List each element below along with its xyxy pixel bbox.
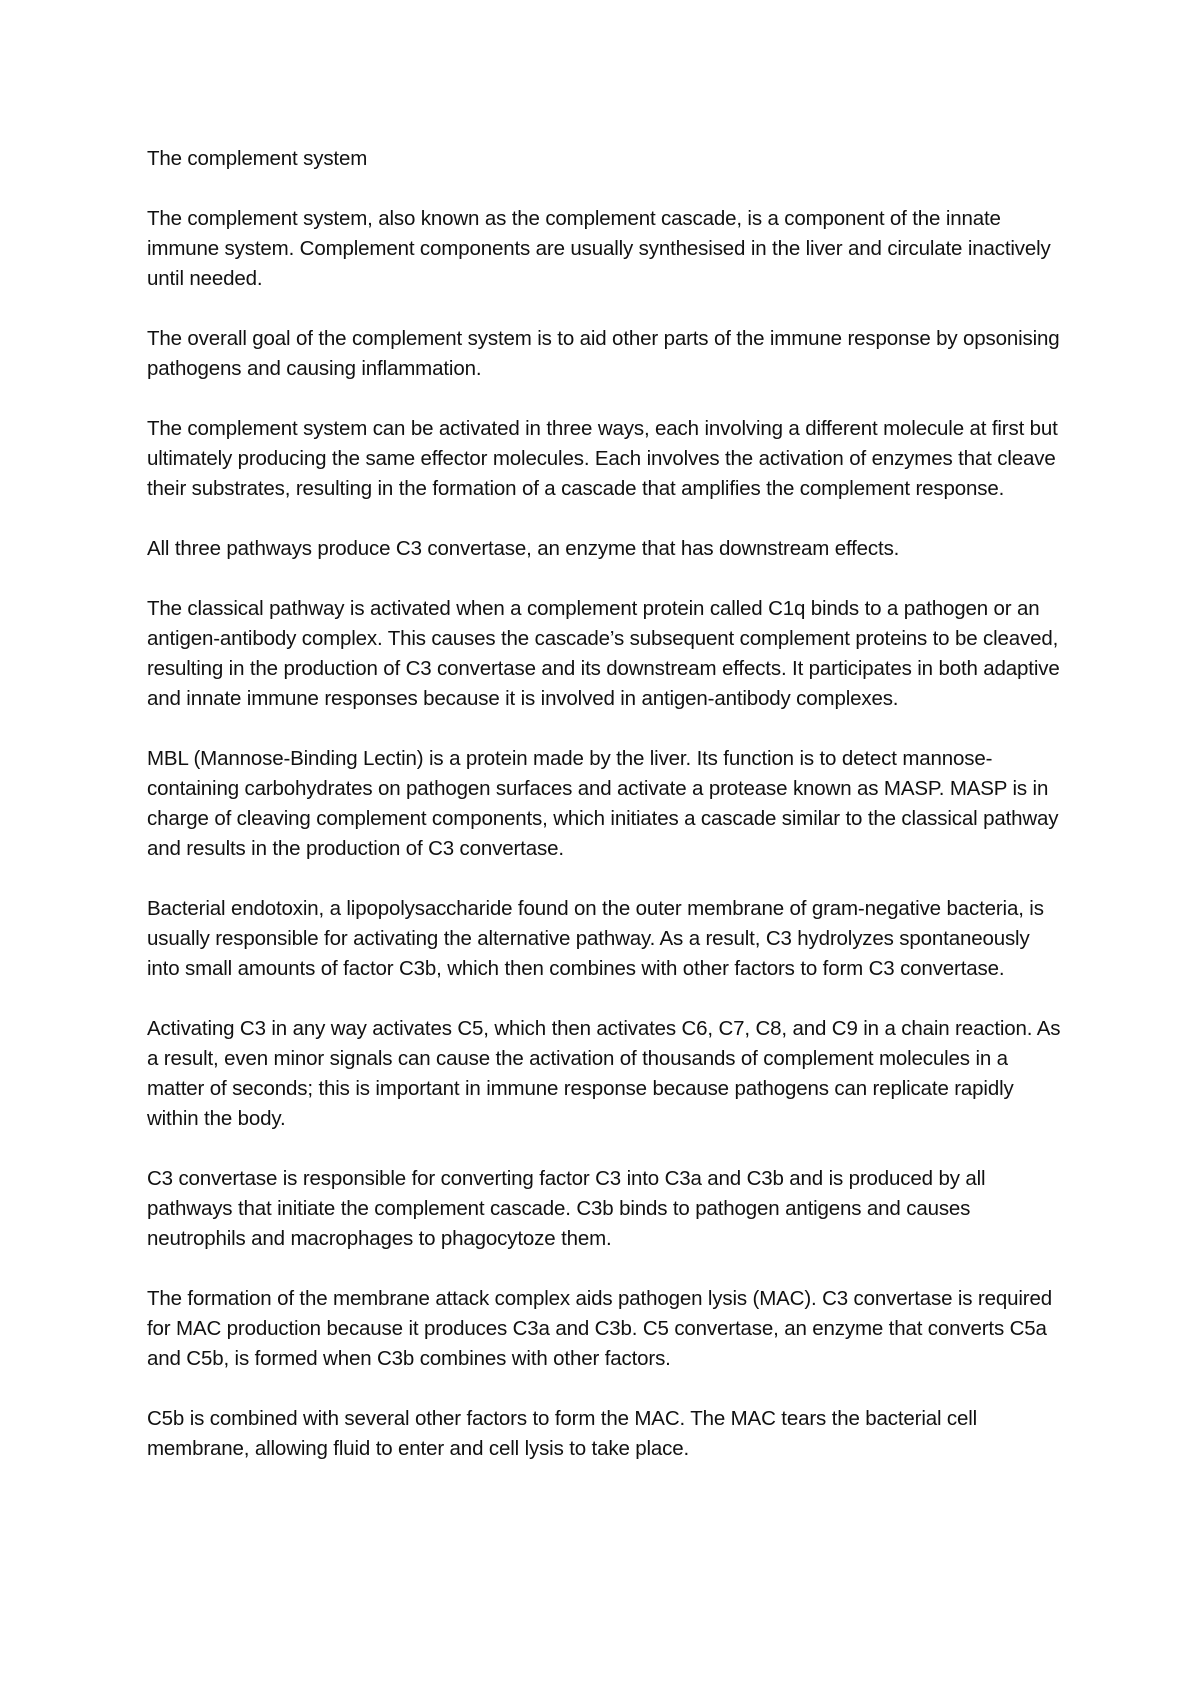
paragraph-alternative-pathway: Bacterial endotoxin, a lipopolysaccharide found on the outer membrane of gram-negative bacteria, is usually responsible for activating the alternative pathway. As a result, C3 hydrolyzes spontaneously into small amounts of factor C3b, which then combines with other factors to form C3 convertase. <box>147 897 1044 980</box>
paragraph-activation: The complement system can be activated in three ways, each involving a different molecule at first but ultimately producing the same effector molecules. Each involves the activation of enzymes that cleave their substrates, resulting in the formation of a cascade that amplifies the complement response. <box>147 417 1058 500</box>
document-title: The complement system <box>147 147 368 170</box>
paragraph-classical-pathway: The classical pathway is activated when a complement protein called C1q binds to a pathogen or an antigen-antibody complex. This causes the cascade’s subsequent complement proteins to be cleaved, resulting in the production of C3 convertase and its downstream effects. It participates in both adaptive and innate immune responses because it is involved in antigen-antibody complexes. <box>147 597 1060 710</box>
paragraph-goal: The overall goal of the complement system is to aid other parts of the immune response by opsonising pathogens and causing inflammation. <box>147 327 1060 380</box>
paragraph-chain-reaction: Activating C3 in any way activates C5, which then activates C6, C7, C8, and C9 in a chain reaction. As a result, even minor signals can cause the activation of thousands of complement molecules in a matter of seconds; this is important in immune response because pathogens can replicate rapidly within the body. <box>147 1017 1061 1130</box>
paragraph-mac-formation: The formation of the membrane attack complex aids pathogen lysis (MAC). C3 convertase is required for MAC production because it produces C3a and C3b. C5 convertase, an enzyme that converts C5a and C5b, is formed when C3b combines with other factors. <box>147 1287 1052 1370</box>
paragraph-c3-conversion: C3 convertase is responsible for converting factor C3 into C3a and C3b and is produced by all pathways that initiate the complement cascade. C3b binds to pathogen antigens and causes neutrophils and macrophages to phagocytoze them. <box>147 1167 986 1250</box>
document-body <box>147 144 1067 1494</box>
paragraph-c5b: C5b is combined with several other factors to form the MAC. The MAC tears the bacterial cell membrane, allowing fluid to enter and cell lysis to take place. <box>147 1407 978 1460</box>
paragraph-c3-convertase: All three pathways produce C3 convertase, an enzyme that has downstream effects. <box>147 537 900 560</box>
paragraph-intro: The complement system, also known as the complement cascade, is a component of the innate immune system. Complement components are usually synthesised in the liver and circulate inactively until needed. <box>147 207 1051 290</box>
paragraph-mbl: MBL (Mannose-Binding Lectin) is a protein made by the liver. Its function is to detect mannose-containing carbohydrates on pathogen surfaces and activate a protease known as MASP. MASP is in charge of cleaving complement components, which initiates a cascade similar to the classical pathway and results in the production of C3 convertase. <box>147 747 1059 860</box>
